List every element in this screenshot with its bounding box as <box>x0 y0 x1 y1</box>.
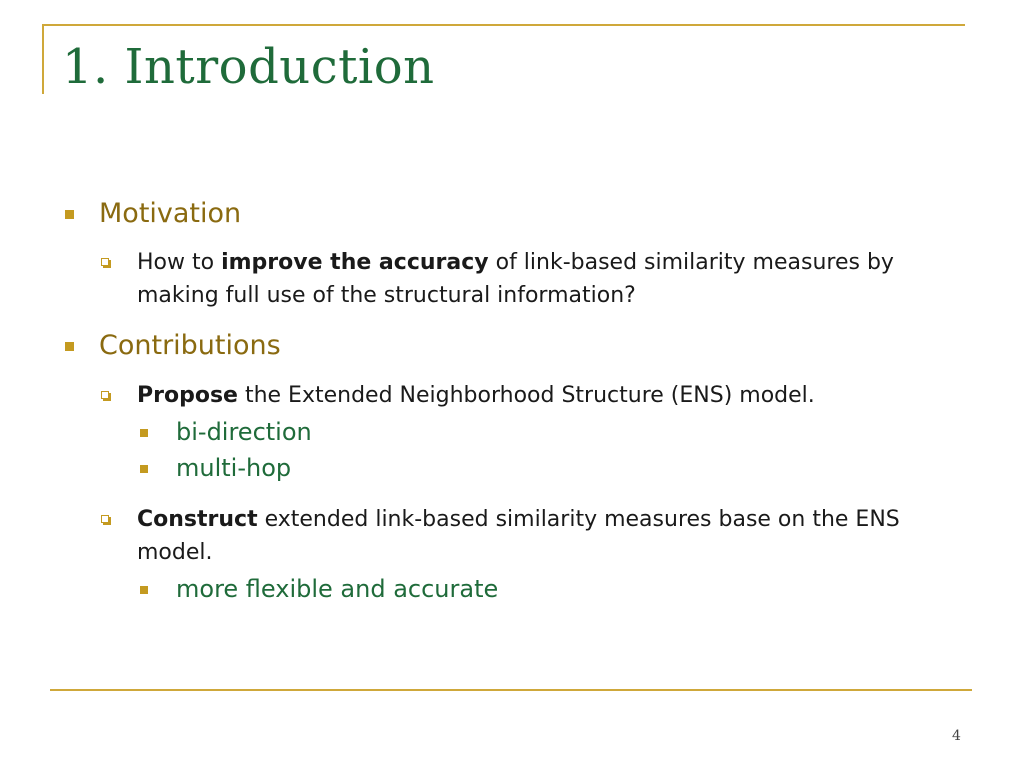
sub-bullet-text: bi-direction <box>176 417 312 446</box>
propose-rest: the Extended Neighborhood Structure (ENS) model. <box>237 382 815 408</box>
sub-bullet-text: multi-hop <box>176 454 292 483</box>
bullet-construct <box>62 503 972 569</box>
heading-motivation: Motivation <box>99 198 242 229</box>
sub-bullet-text: more flexible and accurate <box>176 574 499 603</box>
frame-left-line <box>42 24 44 94</box>
motivation-text-after: of link-based similarity measures by making full use of the structural information? <box>137 250 901 309</box>
motivation-text-bold: improve the accuracy <box>221 250 489 276</box>
frame-top-line <box>42 24 965 26</box>
heading-contributions: Contributions <box>99 330 281 362</box>
square-bullet-icon <box>140 586 148 594</box>
hollow-square-bullet-icon <box>101 258 109 266</box>
bullet-motivation-question <box>62 246 972 312</box>
square-bullet-icon <box>140 429 148 437</box>
sub-bullet-flexible-accurate <box>62 573 972 605</box>
sub-bullet-bi-direction <box>62 416 972 448</box>
slide-body <box>62 198 972 605</box>
hollow-square-bullet-icon <box>101 391 109 399</box>
page-number: 4 <box>952 728 961 744</box>
motivation-text-before: How to <box>137 250 222 276</box>
sub-bullet-multi-hop <box>62 452 972 484</box>
square-bullet-icon <box>65 342 74 351</box>
hollow-square-bullet-icon <box>101 515 109 523</box>
bullet-propose <box>62 379 972 412</box>
propose-bold: Propose <box>137 382 238 408</box>
square-bullet-icon <box>65 210 74 219</box>
slide-title: 1. Introduction <box>62 39 435 95</box>
bullet-contributions <box>62 330 972 362</box>
construct-bold: Construct <box>137 506 258 532</box>
frame-bottom-line <box>50 689 972 691</box>
construct-rest: extended link-based similarity measures base on the ENS model. <box>137 506 907 565</box>
square-bullet-icon <box>140 465 148 473</box>
bullet-motivation <box>62 198 972 230</box>
